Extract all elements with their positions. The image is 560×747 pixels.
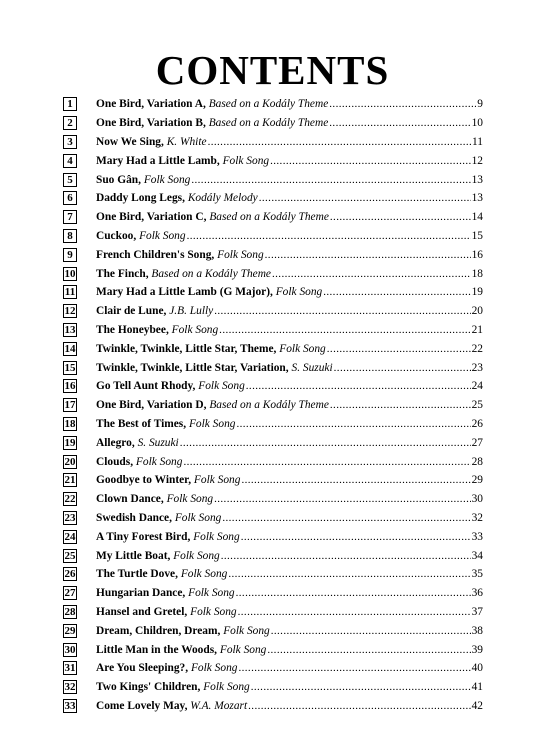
entry-line [96, 342, 483, 356]
toc-entry [63, 227, 483, 246]
entry-page-number: 22 [471, 342, 483, 355]
entry-title: Clouds , [96, 455, 133, 469]
entry-number-box: 1 [63, 97, 77, 111]
entry-source: Folk Song [219, 643, 267, 656]
entry-source: Folk Song [173, 549, 220, 562]
toc-entry [63, 621, 483, 640]
entry-source: Folk Song [143, 173, 191, 186]
toc-entry [63, 245, 483, 264]
entry-source: Folk Song [190, 605, 237, 618]
entry-page-number: 30 [471, 493, 483, 506]
entry-line [96, 530, 483, 544]
entry-number-box: 12 [64, 305, 76, 318]
toc-entry [63, 603, 483, 622]
entry-number-box: 16 [64, 380, 76, 393]
entry-page-number: 19 [471, 286, 483, 299]
entry-number-box: 27 [64, 587, 76, 600]
entry-title: Go Tell Aunt Rhody , [96, 379, 195, 393]
toc-entry [63, 471, 483, 490]
entry-source: Kodály Melody [187, 192, 258, 205]
entry-source: Folk Song [275, 286, 323, 299]
entry-title: Daddy Long Legs , [96, 191, 185, 205]
entry-title: Mary Had a Little Lamb (G Major) , [96, 285, 273, 299]
entry-source: W.A. Mozart [190, 699, 248, 712]
toc-entry [63, 377, 483, 396]
entry-number-box: 11 [64, 286, 76, 299]
toc-entry [63, 490, 483, 509]
entry-line [96, 135, 483, 149]
entry-source: Based on a Kodály Theme [151, 267, 271, 280]
dot-leader [191, 173, 470, 187]
entry-page-number: 16 [471, 248, 483, 261]
entry-line [96, 605, 483, 619]
entry-title: Come Lovely May , [96, 699, 187, 713]
entry-title: My Little Boat , [96, 549, 170, 563]
entry-number-box: 15 [64, 361, 76, 374]
entry-line [96, 398, 483, 412]
entry-line [96, 361, 483, 375]
entry-title: Clair de Lune , [96, 304, 166, 318]
entry-page-number: 13 [471, 173, 483, 186]
entry-title: One Bird, Variation A , [96, 97, 206, 111]
entry-page-number: 39 [471, 643, 483, 656]
entry-title: Two Kings' Children , [96, 680, 200, 694]
entry-title: Dream, Children, Dream , [96, 624, 220, 638]
toc-entry [63, 321, 483, 340]
entry-line [96, 586, 483, 600]
toc-entry [63, 339, 483, 358]
entry-number-box: 10 [64, 267, 76, 280]
dot-leader [272, 267, 471, 281]
entry-source: Folk Song [190, 662, 238, 675]
entry-line [96, 661, 483, 675]
entry-page-number: 38 [471, 624, 483, 637]
entry-title: The Turtle Dove , [96, 567, 178, 581]
entry-title: Are You Sleeping? , [96, 661, 188, 675]
entry-title: Twinkle, Twinkle, Little Star, Theme , [96, 342, 276, 356]
entry-line [96, 455, 483, 469]
toc-entry [63, 396, 483, 415]
entry-number-box: 9 [63, 248, 77, 262]
entry-source: Folk Song [222, 154, 270, 167]
dot-leader [208, 135, 471, 149]
entry-page-number: 18 [471, 267, 483, 280]
entry-line [96, 173, 483, 187]
entry-number-box: 6 [63, 191, 77, 205]
entry-number-box: 26 [64, 568, 76, 581]
entry-title: The Finch , [96, 267, 149, 281]
entry-page-number: 26 [471, 417, 483, 430]
entry-line [96, 154, 483, 168]
entry-number-box: 32 [64, 681, 76, 694]
dot-leader [214, 304, 470, 318]
dot-leader [180, 436, 471, 450]
toc-entry [63, 433, 483, 452]
entry-page-number: 28 [471, 455, 483, 468]
entry-number-box: 5 [63, 173, 77, 187]
dot-leader [219, 323, 470, 337]
entry-number-box: 29 [64, 624, 76, 637]
entry-line [96, 492, 483, 506]
entry-line [96, 643, 483, 657]
toc-entry [63, 264, 483, 283]
entry-page-number: 13 [471, 192, 483, 205]
toc-entry [63, 133, 483, 152]
toc-entry [63, 95, 483, 114]
entry-line [96, 248, 483, 262]
entry-page-number: 15 [471, 229, 483, 242]
entry-page-number: 41 [471, 681, 483, 694]
entry-page-number: 11 [472, 135, 483, 148]
entry-line [96, 116, 483, 130]
entry-line [96, 267, 483, 281]
toc-entry [63, 302, 483, 321]
entry-number-box: 4 [63, 154, 77, 168]
toc-entry [63, 659, 483, 678]
toc-entry [63, 527, 483, 546]
entry-source: Based on a Kodály Theme [208, 98, 329, 111]
entry-line [96, 210, 483, 224]
dot-leader [187, 229, 471, 243]
entry-line [96, 323, 483, 337]
entry-page-number: 20 [471, 305, 483, 318]
dot-leader [329, 97, 476, 111]
entry-page-number: 37 [471, 605, 483, 618]
dot-leader [241, 530, 471, 544]
dot-leader [330, 210, 471, 224]
toc-entry [63, 697, 483, 716]
entry-source: Based on a Kodály Theme [209, 399, 329, 412]
entry-title: French Children's Song , [96, 248, 214, 262]
entry-line [96, 473, 483, 487]
entry-title: One Bird, Variation C , [96, 210, 206, 224]
toc-entry [63, 678, 483, 697]
entry-source: Folk Song [193, 530, 240, 543]
dot-leader [251, 680, 471, 694]
entry-source: Folk Song [193, 474, 241, 487]
dot-leader [329, 116, 470, 130]
entry-title: Now We Sing , [96, 135, 164, 149]
table-of-contents [63, 95, 483, 715]
toc-entry [63, 415, 483, 434]
entry-source: Folk Song [223, 624, 270, 637]
entry-title: Clown Dance , [96, 492, 164, 506]
entry-source: Folk Song [135, 455, 183, 468]
dot-leader [236, 586, 471, 600]
toc-entry [63, 565, 483, 584]
entry-number-box: 22 [64, 493, 76, 506]
dot-leader [248, 699, 470, 713]
entry-line [96, 680, 483, 694]
entry-source: Folk Song [203, 681, 250, 694]
toc-entry [63, 546, 483, 565]
entry-source: Folk Song [174, 511, 222, 524]
entry-page-number: 24 [471, 380, 483, 393]
dot-leader [259, 191, 471, 205]
entry-source: Folk Song [217, 248, 264, 261]
dot-leader [327, 342, 471, 356]
toc-entry [63, 640, 483, 659]
entry-title: One Bird, Variation B , [96, 116, 206, 130]
entry-number-box: 24 [64, 530, 76, 543]
entry-line [96, 624, 483, 638]
entry-page-number: 14 [471, 211, 483, 224]
entry-title: The Best of Times , [96, 417, 186, 431]
dot-leader [183, 455, 470, 469]
entry-page-number: 32 [471, 511, 483, 524]
entry-source: Folk Song [279, 342, 326, 355]
entry-page-number: 33 [471, 530, 483, 543]
toc-entry [63, 584, 483, 603]
entry-title: Little Man in the Woods , [96, 643, 217, 657]
entry-page-number: 25 [471, 399, 483, 412]
entry-line [96, 436, 483, 450]
dot-leader [267, 643, 470, 657]
entry-title: Hungarian Dance , [96, 586, 185, 600]
dot-leader [330, 398, 471, 412]
toc-entry [63, 170, 483, 189]
page-title: CONTENTS [155, 47, 390, 93]
toc-entry [63, 509, 483, 528]
entry-page-number: 12 [471, 154, 483, 167]
entry-source: Based on a Kodály Theme [209, 211, 329, 224]
entry-line [96, 379, 483, 393]
entry-source: K. White [166, 135, 207, 148]
entry-number-box: 3 [63, 135, 77, 149]
dot-leader [236, 417, 470, 431]
entry-number-box: 33 [64, 699, 76, 712]
entry-number-box: 13 [64, 323, 76, 336]
entry-line [96, 417, 483, 431]
entry-title: Swedish Dance , [96, 511, 172, 525]
entry-line [96, 567, 483, 581]
entry-number-box: 31 [64, 662, 76, 675]
dot-leader [271, 624, 471, 638]
entry-source: Based on a Kodály Theme [208, 117, 329, 130]
entry-page-number: 27 [471, 436, 483, 449]
entry-source: Folk Song [171, 323, 219, 336]
dot-leader [265, 248, 471, 262]
dot-leader [222, 511, 470, 525]
entry-page-number: 9 [477, 98, 483, 111]
entry-number-box: 30 [64, 643, 76, 656]
entry-title: Twinkle, Twinkle, Little Star, Variation , [96, 361, 289, 375]
dot-leader [221, 549, 471, 563]
entry-source: Folk Song [188, 587, 235, 600]
entry-source: Folk Song [139, 229, 186, 242]
entry-number-box: 7 [63, 210, 77, 224]
entry-page-number: 21 [471, 323, 483, 336]
toc-entry [63, 358, 483, 377]
entry-title: Suo Gân , [96, 173, 141, 187]
entry-source: J.B. Lully [169, 305, 214, 318]
entry-page-number: 35 [471, 568, 483, 581]
entry-number-box: 18 [64, 417, 76, 430]
toc-entry [63, 189, 483, 208]
dot-leader [238, 661, 470, 675]
entry-page-number: 23 [471, 361, 483, 374]
toc-entry [63, 452, 483, 471]
dot-leader [214, 492, 471, 506]
entry-number-box: 19 [64, 436, 76, 449]
dot-leader [246, 379, 471, 393]
toc-entry [63, 151, 483, 170]
entry-number-box: 17 [64, 399, 76, 412]
entry-page-number: 29 [471, 474, 483, 487]
entry-page-number: 42 [471, 699, 483, 712]
entry-source: Folk Song [180, 568, 228, 581]
entry-title: The Honeybee , [96, 323, 169, 337]
entry-page-number: 10 [471, 117, 483, 130]
entry-line [96, 699, 483, 713]
entry-title: Hansel and Gretel , [96, 605, 187, 619]
entry-number-box: 25 [64, 549, 76, 562]
entry-number-box: 20 [64, 455, 76, 468]
entry-title: Mary Had a Little Lamb , [96, 154, 220, 168]
entry-number-box: 8 [63, 229, 77, 243]
entry-title: Allegro , [96, 436, 135, 450]
entry-source: Folk Song [166, 493, 214, 506]
entry-line [96, 97, 483, 111]
entry-source: Folk Song [198, 380, 245, 393]
dot-leader [241, 473, 470, 487]
dot-leader [334, 361, 471, 375]
entry-source: Folk Song [188, 417, 236, 430]
entry-title: Cuckoo , [96, 229, 136, 243]
entry-title: A Tiny Forest Bird , [96, 530, 190, 544]
entry-line [96, 511, 483, 525]
dot-leader [238, 605, 471, 619]
dot-leader [228, 567, 470, 581]
entry-page-number: 36 [471, 587, 483, 600]
entry-line [96, 304, 483, 318]
entry-title: Goodbye to Winter , [96, 473, 191, 487]
entry-number-box: 14 [64, 342, 76, 355]
entry-source: S. Suzuki [291, 361, 333, 374]
dot-leader [270, 154, 471, 168]
entry-line [96, 549, 483, 563]
entry-source: S. Suzuki [137, 436, 179, 449]
toc-entry [63, 114, 483, 133]
entry-page-number: 34 [471, 549, 483, 562]
entry-number-box: 21 [64, 474, 76, 487]
entry-line [96, 229, 483, 243]
entry-title: One Bird, Variation D , [96, 398, 206, 412]
toc-entry [63, 208, 483, 227]
entry-line [96, 285, 483, 299]
entry-line [96, 191, 483, 205]
entry-number-box: 28 [64, 605, 76, 618]
dot-leader [323, 285, 470, 299]
entry-page-number: 40 [471, 662, 483, 675]
entry-number-box: 2 [63, 116, 77, 130]
entry-number-box: 23 [64, 511, 76, 524]
toc-entry [63, 283, 483, 302]
